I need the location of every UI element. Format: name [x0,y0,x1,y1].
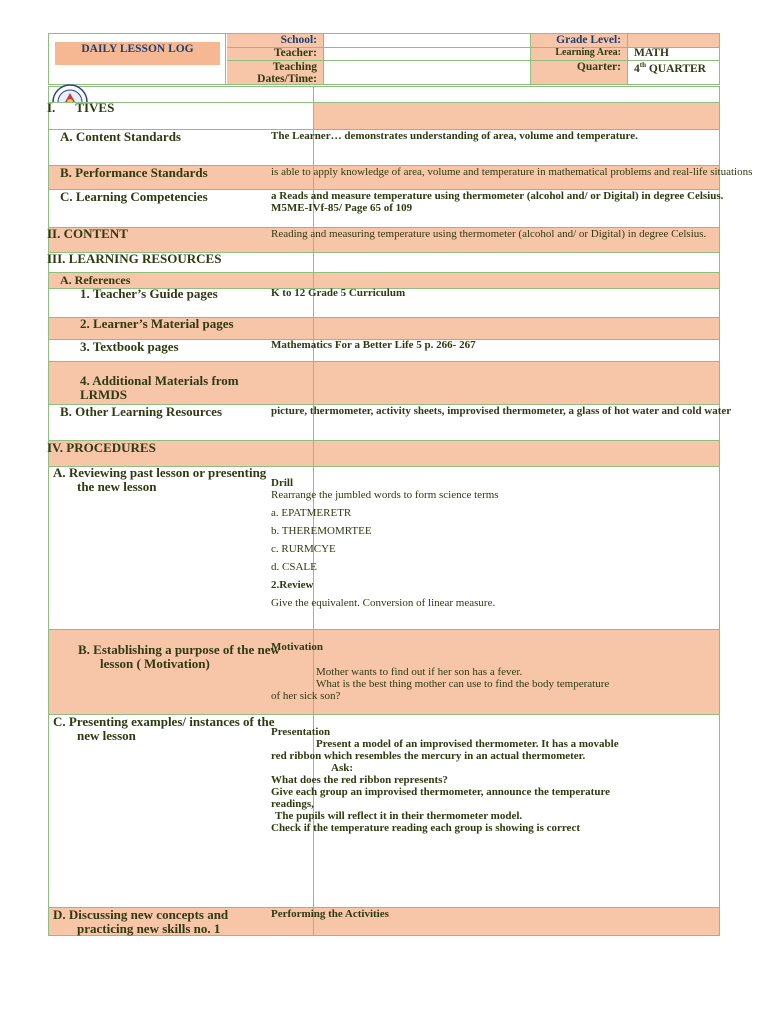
review-title: 2.Review [271,579,314,591]
grade-value-cell [628,34,719,48]
drill-title: Drill [271,477,293,489]
textbook-pages-value: Mathematics For a Better Life 5 p. 266- 267 [271,339,476,351]
presenting-content [271,726,762,834]
drill-instruction: Rearrange the jumbled words to form science terms [271,489,499,501]
dates-label: Teaching Dates/Time: [257,61,317,85]
learning-area-label: Learning Area: [555,47,621,58]
motivation-title: Motivation [271,641,323,653]
content-value: Reading and measuring temperature using thermometer (alcohol and/ or Digital) in degree Celsius. [271,228,707,240]
reviewing-content [271,477,762,609]
discussing-label: D. Discussing new concepts and practicing new skills no. 1 [53,907,229,936]
presentation-line-5: The pupils will reflect it in their thermometer model. [275,810,523,822]
learning-resources-heading: III. LEARNING RESOURCES [47,251,222,266]
objectives-row [48,102,720,129]
content-standards-label: A. Content Standards [60,129,181,144]
motivation-label: B. Establishing a purpose of the new lesson ( Motivation) [78,642,280,671]
jumbled-word-c: c. RURMCYE [271,543,336,555]
motivation-content [271,641,762,702]
learning-area-value: MATH [634,47,669,59]
school-label: School: [280,34,317,46]
presentation-title: Presentation [271,726,331,738]
presenting-label: C. Presenting examples/ instances of the new lesson [53,714,275,743]
header-values-cell [323,34,531,84]
content-heading: II. CONTENT [47,226,128,241]
motivation-line-1: Mother wants to find out if her son has a fever. [316,666,523,678]
content-standards-value: The Learner… demonstrates understanding of area, volume and temperature. [271,130,638,142]
presentation-line-1: Present a model of an improvised thermometer. It has a movable [316,738,619,750]
presentation-line-6: Check if the temperature reading each group is showing is correct [271,822,580,834]
document-title: DAILY LESSON LOG [55,42,220,65]
procedures-heading: IV. PROCEDURES [47,440,156,455]
references-heading: A. References [60,273,131,287]
quarter-label: Quarter: [576,61,621,73]
presentation-question: What does the red ribbon represents? [271,774,448,786]
textbook-pages-label: 3. Textbook pages [80,339,179,354]
presentation-line-4: readings, [271,798,314,810]
tg-pages-value: K to 12 Grade 5 Curriculum [271,287,406,299]
jumbled-word-a: a. EPATMERETR [271,507,352,519]
spacer-row [48,86,720,102]
reviewing-label: A. Reviewing past lesson or presenting the new lesson [53,465,267,494]
performance-standards-value: is able to apply knowledge of area, volume and temperature in mathematical problems and real-life situations [271,166,753,178]
performance-standards-label: B. Performance Standards [60,165,208,180]
learning-competencies-value: a Reads and measure temperature using thermometer (alcohol and/ or Digital) in degree Celsius. M5ME-IVf-85/ Page 65 of 109 [271,190,724,214]
teacher-label: Teacher: [273,47,317,59]
review-instruction: Give the equivalent. Conversion of linear measure. [271,597,496,609]
presentation-line-2: red ribbon which resembles the mercury in an actual thermometer. [271,750,586,762]
other-resources-label: B. Other Learning Resources [60,404,223,419]
grade-level-label: Grade Level: [556,34,621,46]
presentation-line-3: Give each group an improvised thermometer, announce the temperature [271,786,611,798]
motivation-line-3: of her sick son? [271,690,341,702]
objectives-heading: I. TIVES [47,100,115,115]
jumbled-word-b: b. THEREMOMRTEE [271,525,372,537]
jumbled-word-d: d. CSALE [271,561,317,573]
additional-materials-label: 4. Additional Materials from LRMDS [80,373,239,402]
discussing-value: Performing the Activities [271,908,389,920]
presentation-ask: Ask: [331,762,354,774]
learning-competencies-label: C. Learning Competencies [60,189,208,204]
motivation-line-2: What is the best thing mother can use to find the body temperature [316,678,610,690]
quarter-value: 4th QUARTER [634,61,706,75]
lm-pages-label: 2. Learner’s Material pages [80,316,234,331]
tg-pages-label: 1. Teacher’s Guide pages [80,286,218,301]
other-resources-value: picture, thermometer, activity sheets, improvised thermometer, a glass of hot water and cold water [271,405,732,417]
